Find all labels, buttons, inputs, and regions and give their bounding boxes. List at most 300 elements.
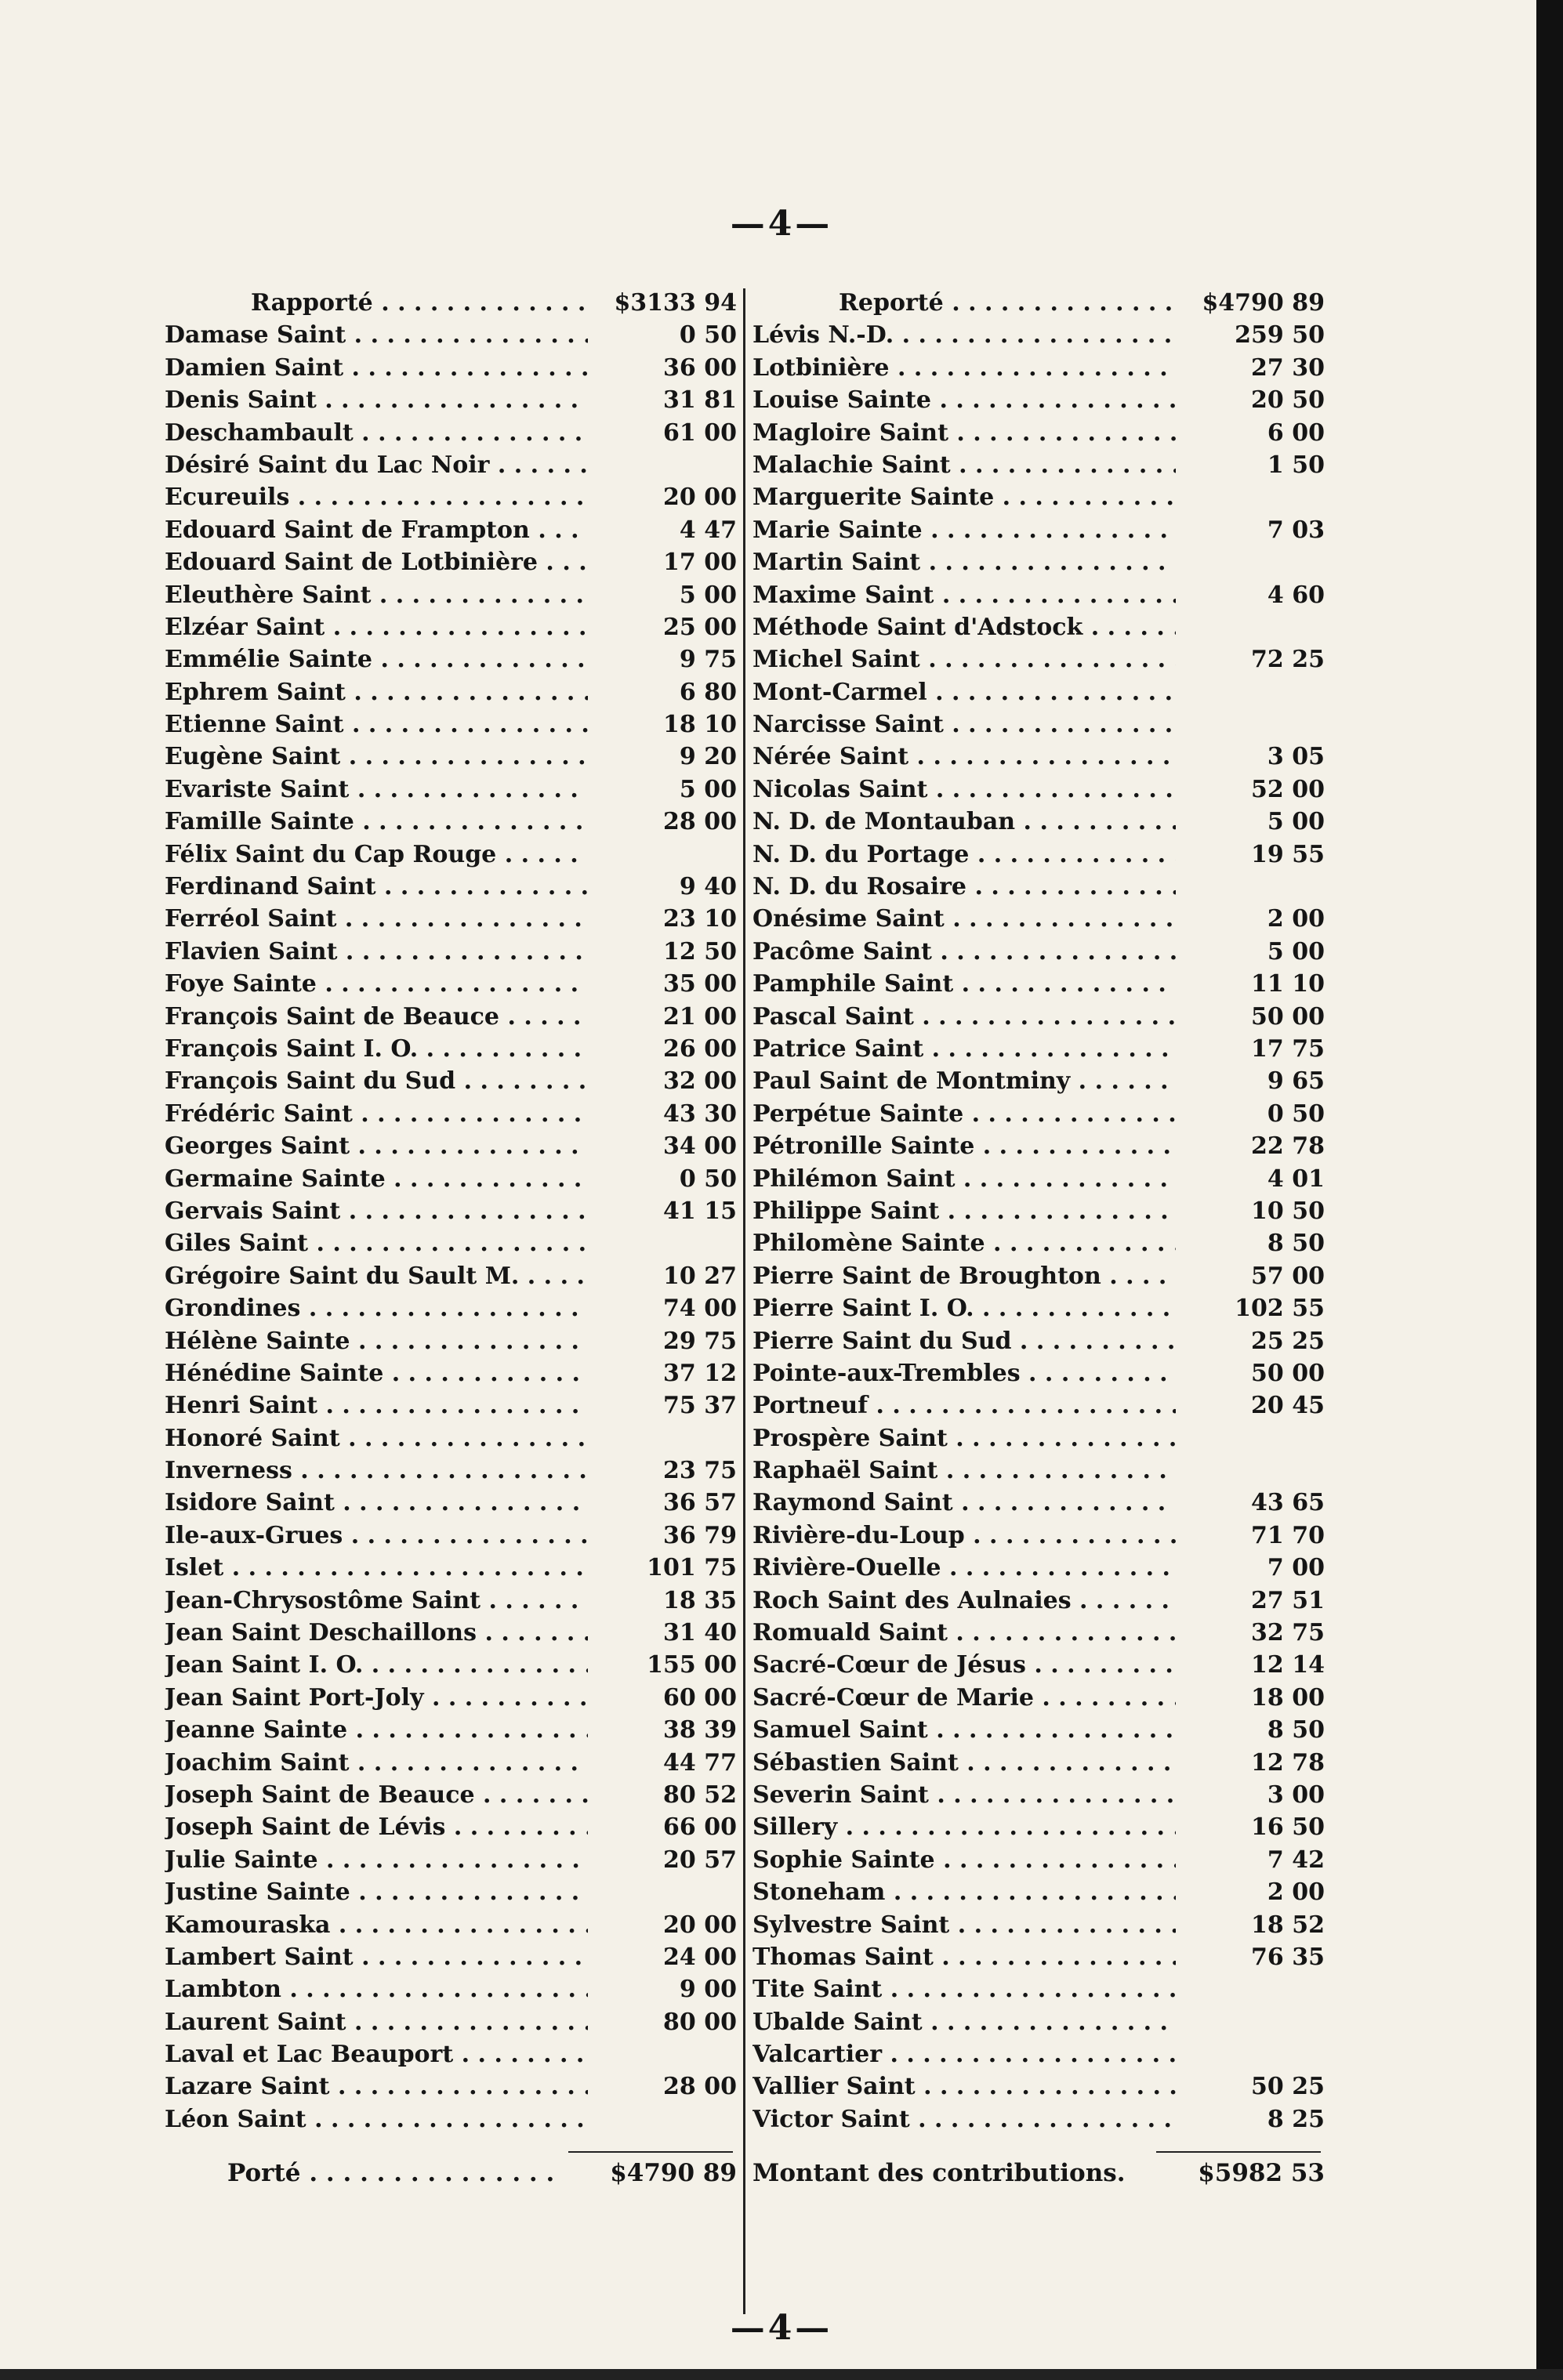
left-entry-row [165, 1779, 737, 1811]
left-entry-name: Laurent Saint . . . [165, 2006, 588, 2038]
left-entry-row [165, 741, 737, 773]
left-entry-name: Lazare Saint . . . [165, 2070, 588, 2103]
right-entry-amount [1176, 2006, 1325, 2038]
right-entry-amount: 27 30 [1176, 352, 1325, 384]
left-entry-row [165, 1292, 737, 1324]
right-entry-amount [1176, 611, 1325, 643]
right-entry-row [752, 1325, 1325, 1357]
left-entry-amount: 5 00 [588, 773, 737, 806]
left-entry-row [165, 514, 737, 546]
left-entry-row [165, 1325, 737, 1357]
left-entry-row [165, 449, 737, 481]
left-entry-amount: 31 40 [588, 1617, 737, 1649]
left-entry-name: Laval et Lac Beauport . . . [165, 2038, 588, 2070]
right-entry-amount: 9 65 [1176, 1065, 1325, 1097]
right-entry-name: Sylvestre Saint . . . [752, 1909, 1176, 1941]
right-entry-name: Martin Saint . . . [752, 546, 1176, 578]
left-entry-name: Lambton . . . [165, 1973, 588, 2005]
right-entry-row [752, 839, 1325, 871]
right-entry-name: Marie Sainte . . . [752, 514, 1176, 546]
left-entry-row [165, 546, 737, 578]
right-entry-row [752, 1357, 1325, 1389]
left-entry-amount: 43 30 [588, 1098, 737, 1130]
left-entry-amount: 4 47 [588, 514, 737, 546]
right-entry-row [752, 1747, 1325, 1779]
left-entry-amount: 101 75 [588, 1552, 737, 1584]
left-entry-name: Joseph Saint de Lévis . . . [165, 1811, 588, 1843]
right-entry-amount: 17 75 [1176, 1033, 1325, 1065]
left-entry-row [165, 1552, 737, 1584]
right-entry-name: N. D. du Portage . . . [752, 839, 1176, 871]
right-entry-amount: 57 00 [1176, 1260, 1325, 1292]
right-entry-amount: 11 10 [1176, 968, 1325, 1000]
left-entry-name: Etienne Saint . . . [165, 708, 588, 741]
right-entry-row [752, 2103, 1325, 2135]
right-entry-amount: 1 50 [1176, 449, 1325, 481]
right-entry-row [752, 676, 1325, 708]
left-entry-name: Islet . . . [165, 1552, 588, 1584]
left-entry-name: Ephrem Saint . . . [165, 676, 588, 708]
left-entry-name: Eleuthère Saint . . . [165, 579, 588, 611]
right-entry-row [752, 1617, 1325, 1649]
left-entry-amount: 34 00 [588, 1130, 737, 1162]
right-entry-name: Stoneham . . . [752, 1876, 1176, 1908]
left-entry-row [165, 968, 737, 1000]
left-entry-amount [588, 2038, 737, 2070]
right-entry-row [752, 1001, 1325, 1033]
left-entry-amount: 21 00 [588, 1001, 737, 1033]
left-entry-amount: 20 00 [588, 481, 737, 513]
left-entry-name: Lambert Saint . . . [165, 1941, 588, 1973]
right-entry-row [752, 1389, 1325, 1422]
right-entry-row [752, 2038, 1325, 2070]
left-entry-name: Edouard Saint de Frampton . . . [165, 514, 588, 546]
left-entry-row [165, 611, 737, 643]
left-entry-row [165, 1682, 737, 1714]
right-entry-amount: 10 50 [1176, 1195, 1325, 1227]
left-entry-row [165, 708, 737, 741]
left-entry-amount: 32 00 [588, 1065, 737, 1097]
right-entry-amount [1176, 481, 1325, 513]
scan-edge-shadow [1536, 0, 1563, 2380]
right-entry-amount: 20 50 [1176, 384, 1325, 416]
left-entry-amount: 80 00 [588, 2006, 737, 2038]
right-entry-amount: 5 00 [1176, 806, 1325, 838]
right-entry-row [752, 936, 1325, 968]
left-entry-row [165, 1098, 737, 1130]
left-entry-name: Félix Saint du Cap Rouge . . . [165, 839, 588, 871]
left-entry-name: Evariste Saint . . . [165, 773, 588, 806]
right-entry-amount: 32 75 [1176, 1617, 1325, 1649]
left-entry-amount: 20 00 [588, 1909, 737, 1941]
right-entry-name: Ubalde Saint . . . [752, 2006, 1176, 2038]
right-entry-row [752, 417, 1325, 449]
right-entry-name: Pierre Saint I. O. . . . [752, 1292, 1176, 1324]
right-entry-amount: 27 51 [1176, 1585, 1325, 1617]
left-entry-amount: 61 00 [588, 417, 737, 449]
right-entry-row [752, 514, 1325, 546]
right-entry-amount: 8 25 [1176, 2103, 1325, 2135]
left-entry-amount: 12 50 [588, 936, 737, 968]
left-entry-row [165, 1941, 737, 1973]
right-entry-name: Patrice Saint . . . [752, 1033, 1176, 1065]
left-entry-amount: 26 00 [588, 1033, 737, 1065]
right-entry-row [752, 1195, 1325, 1227]
right-entry-name: Tite Saint . . . [752, 1973, 1176, 2005]
right-entry-amount: 72 25 [1176, 643, 1325, 676]
left-header-amount: $3133 94 [588, 287, 737, 319]
left-entry-row [165, 936, 737, 968]
left-entry-name: Julie Sainte . . . [165, 1844, 588, 1876]
right-entry-name: N. D. de Montauban . . . [752, 806, 1176, 838]
right-entry-row [752, 1811, 1325, 1843]
left-entry-row [165, 806, 737, 838]
right-entry-amount: 12 14 [1176, 1649, 1325, 1681]
right-entry-name: Nicolas Saint . . . [752, 773, 1176, 806]
left-entry-name: Elzéar Saint . . . [165, 611, 588, 643]
left-entry-name: Hénédine Sainte . . . [165, 1357, 588, 1389]
right-entry-row [752, 579, 1325, 611]
right-entry-name: Pamphile Saint . . . [752, 968, 1176, 1000]
left-entry-name: Inverness . . . [165, 1454, 588, 1487]
right-entry-row [752, 1520, 1325, 1552]
left-entry-amount: 9 00 [588, 1973, 737, 2005]
left-entry-row [165, 1487, 737, 1519]
left-entry-name: Justine Sainte . . . [165, 1876, 588, 1908]
left-header-row [165, 287, 737, 319]
right-entry-amount: 3 00 [1176, 1779, 1325, 1811]
left-entry-name: Jean Saint Port-Joly . . . [165, 1682, 588, 1714]
right-entry-amount: 18 52 [1176, 1909, 1325, 1941]
left-entry-name: Grondines . . . [165, 1292, 588, 1324]
left-entry-amount: 60 00 [588, 1682, 737, 1714]
left-entry-name: Giles Saint . . . [165, 1227, 588, 1259]
right-total-amount: $5982 53 [1152, 2159, 1325, 2187]
right-entry-row [752, 1098, 1325, 1130]
right-entry-amount: 7 03 [1176, 514, 1325, 546]
left-entry-row [165, 839, 737, 871]
page-number-bottom: —4— [730, 2308, 833, 2348]
left-entry-row [165, 384, 737, 416]
right-entry-amount [1176, 546, 1325, 578]
left-entry-name: Isidore Saint . . . [165, 1487, 588, 1519]
left-entry-amount [588, 1227, 737, 1259]
right-entry-name: Rivière-Ouelle . . . [752, 1552, 1176, 1584]
left-entry-row [165, 417, 737, 449]
right-entry-amount: 6 00 [1176, 417, 1325, 449]
left-entry-row [165, 319, 737, 351]
right-total-label: Montant des contributions. [752, 2159, 1126, 2187]
right-entry-name: Louise Sainte . . . [752, 384, 1176, 416]
right-entry-amount: 50 00 [1176, 1357, 1325, 1389]
left-entry-amount: 29 75 [588, 1325, 737, 1357]
right-entry-name: Sillery . . . [752, 1811, 1176, 1843]
left-entry-amount: 9 75 [588, 643, 737, 676]
left-entry-row [165, 1811, 737, 1843]
left-entry-name: Henri Saint . . . [165, 1389, 588, 1422]
left-entry-row [165, 1520, 737, 1552]
right-entry-name: Michel Saint . . . [752, 643, 1176, 676]
left-entry-amount [588, 2103, 737, 2135]
right-entry-amount: 3 05 [1176, 741, 1325, 773]
scan-bottom-edge [0, 2369, 1563, 2380]
right-entry-name: Sacré-Cœur de Jésus . . . [752, 1649, 1176, 1681]
right-entry-name: Philomène Sainte . . . [752, 1227, 1176, 1259]
right-entry-amount: 25 25 [1176, 1325, 1325, 1357]
left-entry-amount: 37 12 [588, 1357, 737, 1389]
left-entry-amount: 36 00 [588, 352, 737, 384]
left-entry-row [165, 1973, 737, 2005]
right-entry-amount: 5 00 [1176, 936, 1325, 968]
right-entry-name: Malachie Saint . . . [752, 449, 1176, 481]
left-entry-amount: 17 00 [588, 546, 737, 578]
left-entry-name: Deschambault . . . [165, 417, 588, 449]
left-entry-amount: 9 20 [588, 741, 737, 773]
right-entry-row [752, 871, 1325, 903]
left-entry-name: Jean-Chrysostôme Saint . . . [165, 1585, 588, 1617]
right-entry-name: Portneuf . . . [752, 1389, 1176, 1422]
right-entry-amount [1176, 1422, 1325, 1454]
left-total-label: Porté . . . [165, 2159, 564, 2187]
right-entry-amount: 2 00 [1176, 903, 1325, 935]
right-entry-row [752, 643, 1325, 676]
left-entry-amount: 6 80 [588, 676, 737, 708]
left-entry-amount [588, 839, 737, 871]
left-entry-name: Denis Saint . . . [165, 384, 588, 416]
right-total-row [752, 2159, 1325, 2187]
left-entry-row [165, 676, 737, 708]
right-entry-row [752, 319, 1325, 351]
left-entry-name: François Saint du Sud . . . [165, 1065, 588, 1097]
left-entry-name: Kamouraska . . . [165, 1909, 588, 1941]
left-entry-name: Jean Saint Deschaillons . . . [165, 1617, 588, 1649]
left-entry-row [165, 2070, 737, 2103]
left-entry-row [165, 1714, 737, 1746]
right-entry-name: Valcartier . . . [752, 2038, 1176, 2070]
left-total-amount: $4790 89 [564, 2159, 737, 2187]
right-entry-amount: 7 00 [1176, 1552, 1325, 1584]
left-header-label: Rapporté . . . [165, 287, 588, 319]
left-entry-amount: 66 00 [588, 1811, 737, 1843]
left-entry-row [165, 1617, 737, 1649]
right-entry-row [752, 481, 1325, 513]
left-entry-name: François Saint de Beauce . . . [165, 1001, 588, 1033]
right-entry-amount: 2 00 [1176, 1876, 1325, 1908]
left-entry-row [165, 1260, 737, 1292]
right-entry-name: Paul Saint de Montminy . . . [752, 1065, 1176, 1097]
left-entry-name: Emmélie Sainte . . . [165, 643, 588, 676]
right-entry-name: Pierre Saint du Sud . . . [752, 1325, 1176, 1357]
right-entry-amount: 0 50 [1176, 1098, 1325, 1130]
right-entry-name: Onésime Saint . . . [752, 903, 1176, 935]
right-entry-row [752, 1779, 1325, 1811]
right-entry-name: Pétronille Sainte . . . [752, 1130, 1176, 1162]
left-entry-row [165, 2006, 737, 2038]
left-entry-amount: 31 81 [588, 384, 737, 416]
right-entry-amount: 50 00 [1176, 1001, 1325, 1033]
right-entry-name: Philippe Saint . . . [752, 1195, 1176, 1227]
right-entry-name: Marguerite Sainte . . . [752, 481, 1176, 513]
right-entry-row [752, 1909, 1325, 1941]
right-entry-name: N. D. du Rosaire . . . [752, 871, 1176, 903]
left-entry-amount [588, 1876, 737, 1908]
right-entry-name: Thomas Saint . . . [752, 1941, 1176, 1973]
right-entry-row [752, 352, 1325, 384]
right-entry-amount: 43 65 [1176, 1487, 1325, 1519]
right-entry-row [752, 1876, 1325, 1908]
right-entry-row [752, 546, 1325, 578]
right-entry-row [752, 1585, 1325, 1617]
right-entry-name: Sophie Sainte . . . [752, 1844, 1176, 1876]
left-entry-amount: 36 79 [588, 1520, 737, 1552]
left-entry-amount: 41 15 [588, 1195, 737, 1227]
left-entry-name: Léon Saint . . . [165, 2103, 588, 2135]
right-entry-name: Philémon Saint . . . [752, 1163, 1176, 1195]
left-entry-amount: 18 10 [588, 708, 737, 741]
left-entry-name: Frédéric Saint . . . [165, 1098, 588, 1130]
left-entry-amount: 0 50 [588, 319, 737, 351]
left-entry-row [165, 579, 737, 611]
left-entry-row [165, 2103, 737, 2135]
right-entry-name: Severin Saint . . . [752, 1779, 1176, 1811]
right-entry-row [752, 773, 1325, 806]
left-entry-row [165, 1130, 737, 1162]
right-entry-row [752, 1065, 1325, 1097]
right-entry-amount [1176, 1973, 1325, 2005]
right-entry-row [752, 1033, 1325, 1065]
right-header-row [752, 287, 1325, 319]
left-entry-amount: 38 39 [588, 1714, 737, 1746]
right-entry-name: Narcisse Saint . . . [752, 708, 1176, 741]
right-entry-amount: 8 50 [1176, 1714, 1325, 1746]
left-entry-name: Désiré Saint du Lac Noir . . . [165, 449, 588, 481]
left-entry-row [165, 1649, 737, 1681]
left-entry-name: Gervais Saint . . . [165, 1195, 588, 1227]
left-entry-name: Famille Sainte . . . [165, 806, 588, 838]
left-entry-row [165, 1454, 737, 1487]
left-entry-name: Grégoire Saint du Sault M. . . . [165, 1260, 588, 1292]
right-entry-row [752, 1973, 1325, 2005]
left-entry-name: Edouard Saint de Lotbinière . . . [165, 546, 588, 578]
right-entry-amount [1176, 1454, 1325, 1487]
right-entry-name: Vallier Saint . . . [752, 2070, 1176, 2103]
left-entry-name: Damase Saint . . . [165, 319, 588, 351]
right-entry-name: Lotbinière . . . [752, 352, 1176, 384]
right-entry-row [752, 2070, 1325, 2103]
left-entry-name: Flavien Saint . . . [165, 936, 588, 968]
left-entry-row [165, 352, 737, 384]
left-total-rule [568, 2151, 733, 2153]
right-entry-row [752, 1454, 1325, 1487]
right-entry-row [752, 1422, 1325, 1454]
left-entry-amount: 10 27 [588, 1260, 737, 1292]
right-entry-row [752, 1682, 1325, 1714]
left-entry-row [165, 1909, 737, 1941]
right-entry-row [752, 611, 1325, 643]
left-entry-amount: 44 77 [588, 1747, 737, 1779]
left-entry-row [165, 1195, 737, 1227]
right-entry-row [752, 806, 1325, 838]
page-number-top: —4— [730, 204, 833, 244]
left-entry-row [165, 481, 737, 513]
left-entry-amount: 75 37 [588, 1389, 737, 1422]
left-entry-amount: 18 35 [588, 1585, 737, 1617]
right-entry-row [752, 449, 1325, 481]
right-entry-row [752, 903, 1325, 935]
left-entry-amount: 23 10 [588, 903, 737, 935]
left-entry-amount: 155 00 [588, 1649, 737, 1681]
right-entry-amount: 19 55 [1176, 839, 1325, 871]
column-divider [743, 288, 745, 2314]
left-entry-name: Eugène Saint . . . [165, 741, 588, 773]
right-total-rule [1156, 2151, 1321, 2153]
right-entry-amount: 18 00 [1176, 1682, 1325, 1714]
right-entry-amount: 4 01 [1176, 1163, 1325, 1195]
right-entry-row [752, 1714, 1325, 1746]
left-entry-name: François Saint I. O. . . . [165, 1033, 588, 1065]
right-entry-row [752, 1163, 1325, 1195]
right-entry-name: Raphaël Saint . . . [752, 1454, 1176, 1487]
right-entry-amount: 8 50 [1176, 1227, 1325, 1259]
left-entry-row [165, 1357, 737, 1389]
right-entry-name: Nérée Saint . . . [752, 741, 1176, 773]
left-entry-name: Honoré Saint . . . [165, 1422, 588, 1454]
left-entry-name: Hélène Sainte . . . [165, 1325, 588, 1357]
left-entry-name: Germaine Sainte . . . [165, 1163, 588, 1195]
left-entry-amount: 35 00 [588, 968, 737, 1000]
left-entry-row [165, 2038, 737, 2070]
right-entry-amount [1176, 2038, 1325, 2070]
right-entry-name: Méthode Saint d'Adstock . . . [752, 611, 1176, 643]
right-entry-amount: 52 00 [1176, 773, 1325, 806]
left-entry-name: Georges Saint . . . [165, 1130, 588, 1162]
left-entry-row [165, 1389, 737, 1422]
left-entry-row [165, 773, 737, 806]
right-entry-amount: 22 78 [1176, 1130, 1325, 1162]
right-entry-amount [1176, 676, 1325, 708]
right-entry-name: Raymond Saint . . . [752, 1487, 1176, 1519]
left-entry-name: Joachim Saint . . . [165, 1747, 588, 1779]
left-entry-name: Ecureuils . . . [165, 481, 588, 513]
right-entry-row [752, 741, 1325, 773]
left-entry-amount: 28 00 [588, 806, 737, 838]
right-entry-row [752, 1260, 1325, 1292]
left-entry-amount: 20 57 [588, 1844, 737, 1876]
left-entry-row [165, 1876, 737, 1908]
right-entry-name: Romuald Saint . . . [752, 1617, 1176, 1649]
right-entry-name: Lévis N.-D. . . . [752, 319, 1176, 351]
right-entry-amount: 76 35 [1176, 1941, 1325, 1973]
left-entry-amount: 9 40 [588, 871, 737, 903]
right-header-label: Reporté . . . [752, 287, 1176, 319]
right-entry-name: Roch Saint des Aulnaies . . . [752, 1585, 1176, 1617]
left-entry-name: Jeanne Sainte . . . [165, 1714, 588, 1746]
right-entry-name: Sacré-Cœur de Marie . . . [752, 1682, 1176, 1714]
left-entry-amount: 80 52 [588, 1779, 737, 1811]
right-entry-row [752, 968, 1325, 1000]
right-entry-row [752, 1844, 1325, 1876]
left-entry-name: Damien Saint . . . [165, 352, 588, 384]
left-entry-row [165, 1422, 737, 1454]
left-entry-row [165, 643, 737, 676]
right-entry-amount: 50 25 [1176, 2070, 1325, 2103]
right-entry-name: Pierre Saint de Broughton . . . [752, 1260, 1176, 1292]
right-entry-name: Magloire Saint . . . [752, 417, 1176, 449]
left-entry-amount [588, 449, 737, 481]
left-entry-row [165, 871, 737, 903]
left-entry-name: Ferréol Saint . . . [165, 903, 588, 935]
right-entry-amount [1176, 708, 1325, 741]
